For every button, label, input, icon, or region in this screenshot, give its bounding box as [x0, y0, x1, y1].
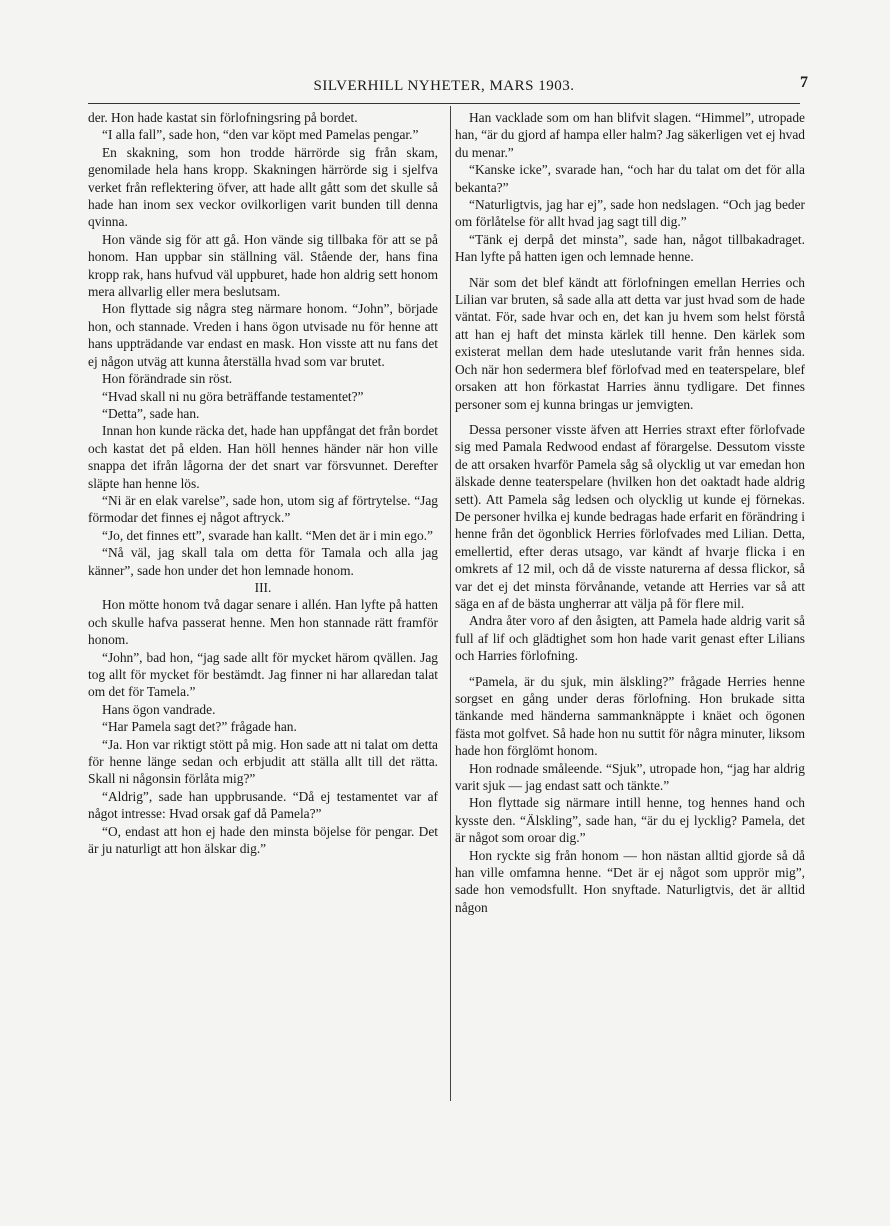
paragraph: “John”, bad hon, “jag sade allt för mycket härom qvällen. Jag tog allt för mycket för bestämdt. Jag finner ni har allaredan talat om det för Tamela.” [88, 649, 438, 700]
paragraph: Hon mötte honom två dagar senare i allén. Han lyfte på hatten och skulle hafva passerat henne. Men hon stannade rätt framför honom. [88, 597, 438, 648]
paragraph: När som det blef kändt att förlofningen emellan Herries och Lilian var bruten, så sade alla att detta var just hvad som de hade väntat. För, sade hvar och en, det kan ju hvem som helst förstå att han ej haft det minsta kärlek till henne. Den kärlek som existerat mellan dem hade uteslutande varit från hennes sida. Och när hon sedermera blef förlofvad med en teaterspelare, blef orsaken att hon förkastat Harries ännu tydligare. Det finnes personer som ej kunna bringas ur jemvigten. [455, 274, 805, 412]
paragraph: der. Hon hade kastat sin förlofningsring på bordet. [88, 110, 358, 125]
paragraph: Innan hon kunde räcka det, hade han uppfångat det från bordet och kastat det på elden. Han höll hennes händer när hon ville snappa det ifrån lågorna der det snart var försvunnet. Derefter släpte han henne lös. [88, 423, 438, 491]
paragraph: Andra åter voro af den åsigten, att Pamela hade aldrig varit så full af lif och glädtighet som hon hade varit genast efter Lilians och Harries förlofning. [455, 613, 805, 664]
running-head [88, 74, 808, 100]
paragraph: Hon rodnade småleende. “Sjuk”, utropade hon, “jag har aldrig varit sjuk — jag endast satt och tänkte.” [455, 760, 805, 794]
paragraph: Dessa personer visste äfven att Herries straxt efter förlofvade sig med Pamala Redwood endast af förargelse. Dessutom visste de att orsaken hvarför Pamela såg så olycklig ut var emedan hon älskade denne teaterspelare (hvilken hon det oaktadt hade aldrig sett). Att Pamela såg ledsen och olycklig ut kunde ej förnekas. De personer hvilka ej kunde bedragas hade erfarit en förändring i henne från det ögonblick Herries förlofvades med Lilian. Detta, emellertid, efter deras utsago, var kändt af hvarje flicka i en omkrets af 12 mil, och då de visste naturerna af dessa flickor, så var det ej det minsta förvånande, vetande att Herries var så att säga en af de bästa ungherrar att välja på för flere mil. [455, 421, 805, 611]
paragraph: “Ni är en elak varelse”, sade hon, utom sig af förtrytelse. “Jag förmodar det finnes ej något aftryck.” [88, 492, 438, 526]
paragraph: “Aldrig”, sade han uppbrusande. “Då ej testamentet var af något intresse: Hvad orsak gaf då Pamela?” [88, 788, 438, 822]
paragraph: “Har Pamela sagt det?” frågade han. [102, 719, 297, 735]
paragraph: Hans ögon vandrade. [102, 701, 216, 717]
header-rule [88, 103, 800, 104]
paragraph: Hon vände sig för att gå. Hon vände sig tillbaka för att se på honom. Han uppbar sin ställning väl. Stående der, hans fina kropp rak, hans hufvud väl uppburet, hade hon aldrig sett honom mera allvarlig eller mera beslutsam. [88, 231, 438, 300]
paragraph: “I alla fall”, sade hon, “den var köpt med Pamelas pengar.” [102, 127, 419, 143]
paragraph: “Pamela, är du sjuk, min älskling?” frågade Herries henne sorgset en gång under deras förlofning. Hon brukade sitta tänkande med händerna sammanknäppte i knäet och ögonen fästa mot golfvet. Så hade hon nu suttit för några minuter, liksom hade hon förglömt honom. [455, 673, 805, 759]
paragraph: “Detta”, sade han. [102, 405, 200, 421]
page-number: 7 [800, 74, 808, 91]
paragraph: Hon flyttade sig närmare intill henne, tog hennes hand och kysste den. “Älskling”, sade han, “är du ej lycklig? Pamela, det är något som oroar dig.” [455, 795, 805, 846]
column-divider [450, 106, 451, 1101]
left-column [88, 109, 438, 857]
paragraph: “Hvad skall ni nu göra beträffande testamentet?” [102, 388, 364, 404]
paragraph: En skakning, som hon trodde härrörde sig från skam, genomilade hela hans kropp. Skakningen härrörde sig i sjelfva verket från reflektering öfver, att hade allt gått som det skulle så hade han inom sex veckor ovilkorligen varit bunden till denna qvinna. [88, 144, 438, 230]
paragraph: “Kanske icke”, svarade han, “och har du talat om det för alla bekanta?” [455, 162, 805, 195]
paragraph: “Naturligtvis, jag har ej”, sade hon nedslagen. “Och jag beder om förlåtelse för allt hvad jag sagt till dig.” [455, 197, 805, 230]
paragraph: Han vacklade som om han blifvit slagen. “Himmel”, utropade han, “är du gjord af hampa eller halm? Jag säkerligen vet ej hvad du menar.” [455, 110, 805, 160]
paragraph: Hon förändrade sin röst. [102, 371, 233, 387]
paragraph: “Tänk ej derpå det minsta”, sade han, något tillbakadraget. Han lyfte på hatten igen och lemnade henne. [455, 231, 805, 265]
paragraph: “Ja. Hon var riktigt stött på mig. Hon sade att ni talat om detta för henne länge sedan och erbjudit att ställa allt till det rätta. Skall ni någonsin förlåta mig?” [88, 736, 438, 787]
paragraph: Hon flyttade sig några steg närmare honom. “John”, började hon, och stannade. Vreden i hans ögon utvisade nu för henne att hans uppträdande var endast en mask. Hon visste att nu fans det ej någon utväg att kunna återställa hvad som var brutet. [88, 301, 438, 369]
section-number: III. [254, 579, 272, 595]
paragraph: “Jo, det finnes ett”, svarade han kallt. “Men det är i min ego.” [102, 527, 433, 543]
paragraph: “O, endast att hon ej hade den minsta böjelse för pengar. Det är ju naturligt att hon älskar dig.” [88, 823, 438, 857]
paragraph: Hon ryckte sig från honom — hon nästan alltid gjorde så då han ville omfamna henne. “Det är ej något som upprör mig”, sade hon vemodsfullt. Hon snyftade. Naturligtvis, det är alltid någon [455, 847, 805, 915]
right-column [455, 109, 805, 916]
masthead-title: SILVERHILL NYHETER, MARS 1903. [313, 78, 575, 94]
paragraph: “Nå väl, jag skall tala om detta för Tamala och alla jag känner”, sade hon under det hon lemnade honom. [88, 545, 438, 578]
